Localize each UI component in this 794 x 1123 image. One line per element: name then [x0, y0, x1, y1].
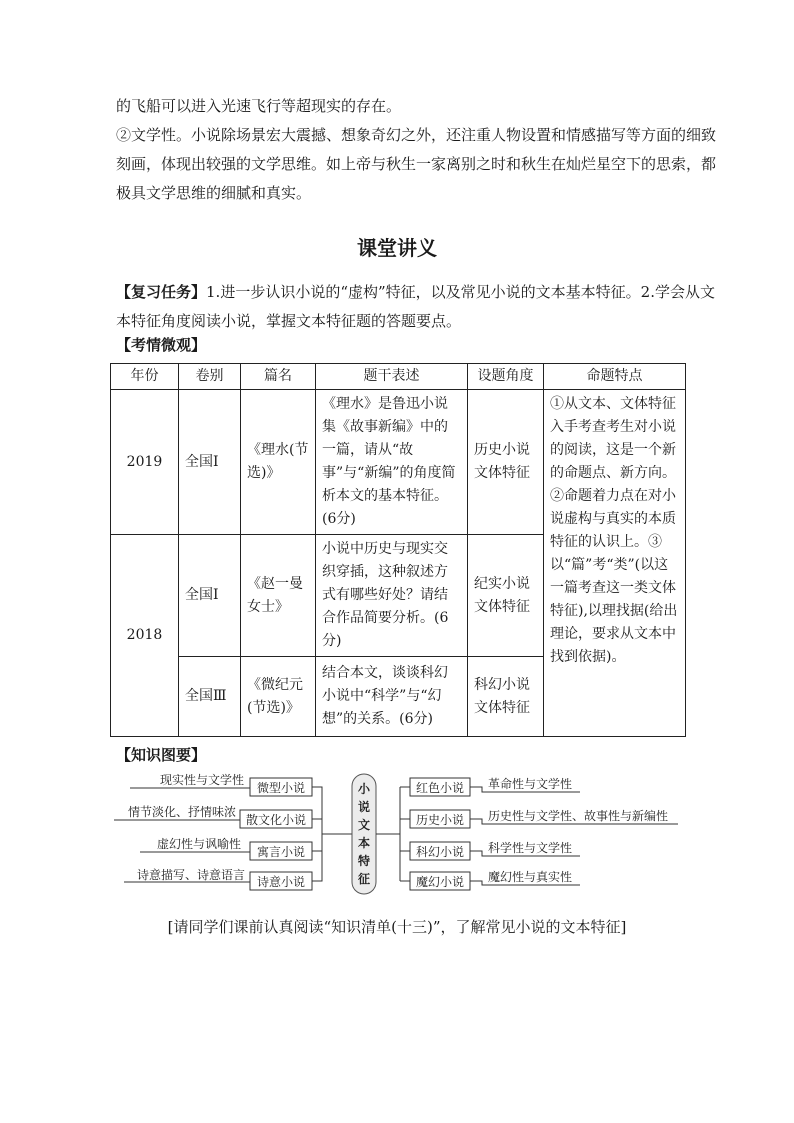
header-cell: 设题角度: [468, 364, 544, 390]
mindmap-type: 寓言小说: [256, 845, 306, 859]
paper-cell: 全国Ⅰ: [179, 535, 241, 657]
center-char: 本: [357, 836, 371, 850]
review-text: 本特征角度阅读小说，掌握文本特征题的答题要点。: [116, 312, 462, 330]
mindmap-type: 微型小说: [256, 781, 306, 795]
mindmap-trait: 现实性与文学性: [159, 773, 244, 787]
review-text: 1.进一步认识小说的“虚构”特征，以及常见小说的文本基本特征。2.学会从文: [206, 283, 715, 301]
header-cell: 篇名: [241, 364, 316, 390]
angle-cell: 历史小说文体特征: [468, 390, 544, 535]
section-title: 课堂讲义: [357, 236, 437, 260]
mindmap-trait: 魔幻性与真实性: [488, 870, 573, 884]
year-cell: 2018: [111, 535, 179, 737]
header-cell: 卷别: [179, 364, 241, 390]
angle-cell: 科幻小说文体特征: [468, 657, 544, 737]
mindmap-type: 魔幻小说: [415, 875, 465, 889]
mindmap-type: 散文化小说: [245, 813, 307, 827]
intro-line: 刻画，体现出较强的文学思维。如上帝与秋生一家离别之时和秋生在灿烂星空下的思索，都: [116, 155, 717, 173]
review-label: 【复习任务】: [116, 283, 207, 301]
intro-line: 极具文学思维的细腻和真实。: [116, 184, 312, 202]
year-cell: 2019: [111, 390, 179, 535]
paper-cell: 全国Ⅲ: [179, 657, 241, 737]
mindmap-trait: 诗意描写、诗意语言: [136, 868, 245, 882]
knowledge-mindmap: [100, 768, 690, 900]
table-header-row: [111, 364, 686, 390]
mindmap-connector: [312, 787, 352, 881]
question-cell: 结合本文，谈谈科幻小说中“科学”与“幻想”的关系。(6分): [316, 657, 468, 737]
center-char: 特: [357, 854, 371, 868]
mindmap-trait: 情节淡化、抒情味浓: [127, 805, 236, 819]
review-task: [116, 278, 715, 336]
mindmap-right-branch: [376, 776, 678, 890]
intro-paragraph: [116, 92, 717, 208]
intro-line: 的飞船可以进入光速飞行等超现实的存在。: [116, 97, 402, 115]
angle-cell: 纪实小说文体特征: [468, 535, 544, 657]
mindmap-type: 科幻小说: [415, 845, 465, 859]
title-cell: 《微纪元(节选)》: [241, 657, 316, 737]
exam-table: [110, 363, 686, 737]
header-cell: 命题特点: [544, 364, 686, 390]
table-row: [111, 390, 686, 535]
features-cell: ①从文本、文体特征入手考查考生对小说的阅读，这是一个新的命题点、新方向。②命题着力点在对小说虚构与真实的本质特征的认识上。③以“篇”考“类”(以这一篇考查这一类文体特征),以理找据(给出理论，要求从文本中找到依据)。: [544, 390, 686, 737]
mindmap-trait: 历史性与文学性、故事性与新编性: [488, 809, 669, 823]
question-cell: 《理水》是鲁迅小说集《故事新编》中的一篇，请从“故事”与“新编”的角度简析本文的基本特征。(6分): [316, 390, 468, 535]
mindmap-type: 历史小说: [415, 813, 465, 827]
question-cell: 小说中历史与现实交织穿插，这种叙述方式有哪些好处？请结合作品简要分析。(6分): [316, 535, 468, 657]
mindmap-type: 诗意小说: [256, 875, 306, 889]
mindmap-trait: 革命性与文学性: [488, 777, 573, 791]
header-cell: 题干表述: [316, 364, 468, 390]
center-char: 文: [357, 818, 371, 832]
header-cell: 年份: [111, 364, 179, 390]
intro-line: ②文学性。小说除场景宏大震撼、想象奇幻之外，还注重人物设置和情感描写等方面的细致: [116, 126, 717, 144]
center-char: 说: [357, 800, 371, 814]
paper-cell: 全国Ⅰ: [179, 390, 241, 535]
mindmap-trait: 虚幻性与讽喻性: [156, 837, 241, 851]
knowledge-map-label: 【知识图要】: [116, 746, 207, 764]
mindmap-trait: 科学性与文学性: [488, 841, 573, 855]
center-char: 小: [357, 782, 371, 796]
center-char: 征: [357, 872, 371, 886]
mindmap-connector: [376, 787, 410, 881]
title-cell: 《赵一曼女士》: [241, 535, 316, 657]
reading-note: [请同学们课前认真阅读“知识清单(十三)”，了解常见小说的文本特征]: [167, 918, 627, 936]
mindmap-left-branch: [114, 772, 352, 890]
exam-view-label: 【考情微观】: [116, 336, 207, 354]
mindmap-type: 红色小说: [415, 781, 465, 795]
title-cell: 《理水(节选)》: [241, 390, 316, 535]
